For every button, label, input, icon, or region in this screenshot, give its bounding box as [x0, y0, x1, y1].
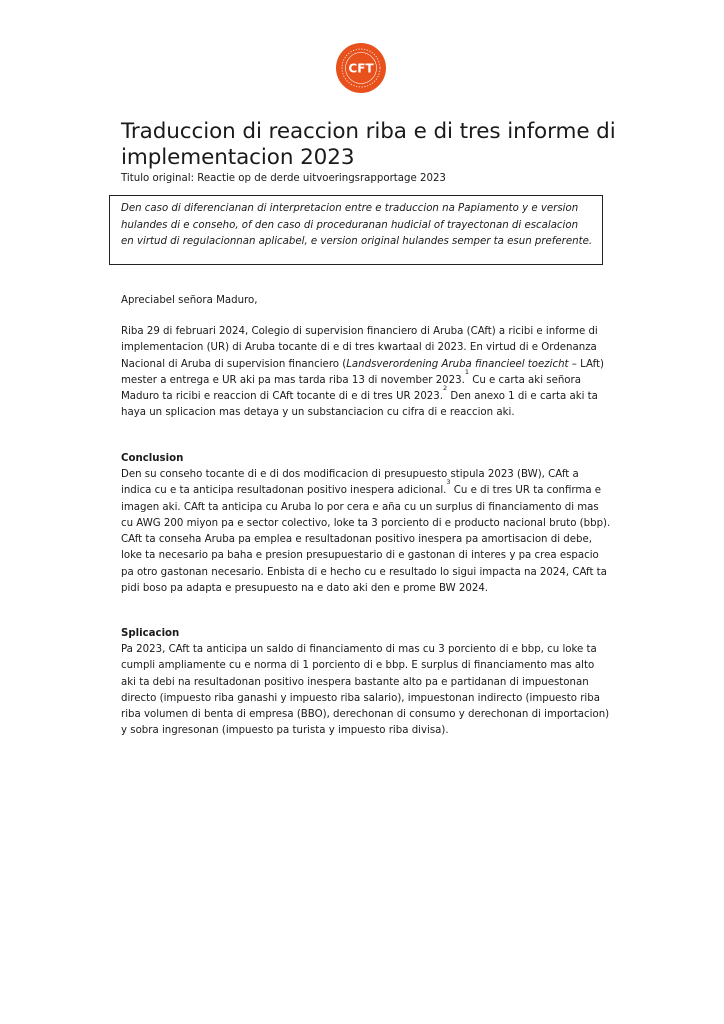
footnote-ref-3: 3 [446, 478, 451, 487]
splicacion-paragraph: Pa 2023, CAft ta anticipa un saldo di financiamento di mas cu 3 porciento di e bbp, cu loke ta cumpli ampliamente cu e norma di 1 porciento di e bbp. E surplus di financiamento mas alto aki ta debi na resultadonan positivo inespera bastante alto pa e partidanan di impuestonan directo (impuesto riba ganashi y impuesto riba salario), impuestonan indirecto (impuesto riba riba volumen di benta di empresa (BBO), derechonan di consumo y derechonan di importacion) y sobra ingresonan (impuesto pa turista y impuesto riba divisa). [121, 644, 610, 737]
conclusion-text-2: Cu e di tres UR ta confirma e imagen aki. CAft ta anticipa cu Aruba lo por cera e aña cu un surplus di financiamento di mas cu AWG 200 miyon pa e sector colectivo, loke ta 3 porciento di e producto nacional bruto (bbp). CAft ta conseha Aruba pa emplea e resultadonan positivo inespera pa amortisacion di debe, loke ta necesario pa baha e presion presupuestario di e gastonan di interes y pa crea espacio pa otro gastonan necesario. Enbista di e hecho cu e resultado lo sigui impacta na 2024, CAft ta pidi boso pa adapta e presupuesto na e dato aki den e prome BW 2024. [121, 485, 611, 595]
cft-logo-icon [335, 42, 387, 94]
greeting: Apreciabel señora Maduro, [121, 295, 258, 306]
splicacion-heading: Splicacion [121, 628, 180, 639]
conclusion-heading: Conclusion [121, 453, 184, 464]
intro-text-4: Den anexo 1 di e carta aki ta haya un splicacion mas detaya y un substanciacion cu cifra di e reaccion aki. [121, 391, 598, 419]
intro-paragraph [121, 324, 611, 422]
footnote-ref-1: 1 [464, 367, 469, 376]
conclusion-text-1: Den su conseho tocante di e di dos modificacion di presupuesto stipula 2023 (BW), CAft a indica cu e ta anticipa resultadonan positivo inespera adicional. [121, 469, 579, 497]
disclaimer-box: Den caso di diferencianan di interpretacion entre e traduccion na Papiamento y e version hulandes di e conseho, of den caso di proceduranan hudicial of trayectonan di escalacion en virtud di regulacionnan aplicabel, e version original hulandes semper ta esun preferente. [109, 195, 603, 265]
law-name: Landsverordening Aruba financieel toezicht [346, 358, 569, 370]
logo-text: CFT [348, 61, 374, 76]
conclusion-paragraph [121, 467, 611, 597]
footnote-ref-2: 2 [443, 384, 448, 393]
intro-text-1: Riba 29 di februari 2024, Colegio di supervision financiero di Aruba (CAft) a ricibi e informe di implementacion (UR) di Aruba tocante di e di tres kwartaal di 2023. En virtud di e Ordenanza Nacional di Aruba di supervision financiero ( [121, 326, 598, 370]
intro-text-2: – LAft) mester a entrega e UR aki pa mas tarda riba 13 di november 2023. [121, 358, 605, 386]
intro-text-3: Cu e carta aki señora Maduro ta ricibi e reaccion di CAft tocante di e di tres UR 2023. [121, 374, 581, 403]
page-subtitle: Titulo original: Reactie op de derde uitvoeringsrapportage 2023 [121, 173, 446, 184]
cft-logo [335, 42, 387, 94]
page-title: Traduccion di reaccion riba e di tres informe di implementacion 2023 [121, 119, 616, 170]
